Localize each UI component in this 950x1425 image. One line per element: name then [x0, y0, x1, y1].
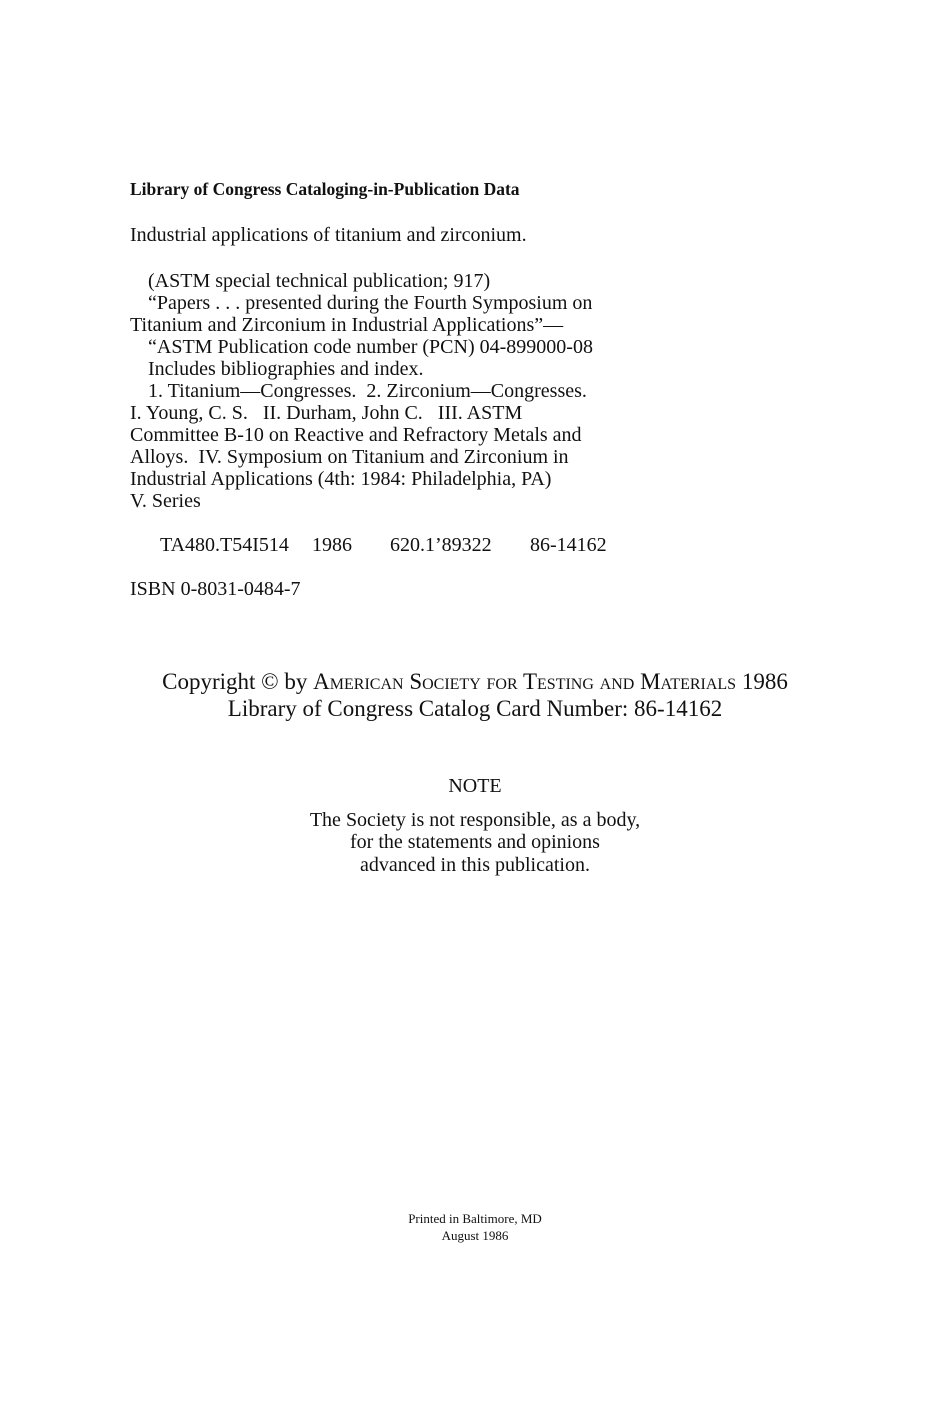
- cip-line: 1. Titanium—Congresses. 2. Zirconium—Congresses.: [148, 380, 587, 402]
- note-line: for the statements and opinions: [350, 831, 600, 853]
- note-line: The Society is not responsible, as a body,: [309, 808, 641, 831]
- cip-line: V. Series: [130, 490, 201, 512]
- cip-line: I. Young, C. S. II. Durham, John C. III. ASTM: [130, 402, 523, 424]
- cip-line: “Papers . . . presented during the Fourth Symposium on: [148, 292, 593, 314]
- cip-line: Alloys. IV. Symposium on Titanium and Zirconium in: [130, 446, 569, 468]
- printed-block: [0, 1210, 950, 1244]
- cip-line: Includes bibliographies and index.: [148, 358, 424, 380]
- cip-line: (ASTM special technical publication; 917): [148, 270, 491, 292]
- cip-line: Committee B-10 on Reactive and Refractory Metals and: [130, 424, 582, 446]
- cip-heading: Library of Congress Cataloging-in-Publication Data: [130, 179, 520, 199]
- printed-place: Printed in Baltimore, MD: [408, 1211, 542, 1226]
- copyright-line: [0, 668, 950, 695]
- copyright-prefix: Copyright © by: [162, 669, 308, 694]
- note-block: [0, 775, 950, 876]
- copyright-year: 1986: [741, 669, 788, 694]
- isbn: ISBN 0-8031-0484-7: [130, 578, 301, 600]
- cip-line: Titanium and Zirconium in Industrial Applications”—: [130, 314, 564, 336]
- dewey-number: 620.1’89322: [390, 534, 492, 556]
- classification-line: [130, 512, 690, 578]
- society-name: American Society for Testing and Materials: [313, 669, 737, 694]
- cip-line: “ASTM Publication code number (PCN) 04-899000-08: [148, 336, 593, 358]
- lccn-number: 86-14162: [530, 534, 607, 556]
- cip-body: [130, 270, 690, 600]
- printed-date: August 1986: [441, 1228, 509, 1243]
- cip-line: Industrial Applications (4th: 1984: Philadelphia, PA): [130, 468, 552, 490]
- cip-block: [130, 178, 690, 600]
- classification-year: 1986: [312, 534, 352, 556]
- copyright-block: [0, 668, 950, 722]
- call-number: TA480.T54I514: [160, 534, 289, 556]
- cip-title: Industrial applications of titanium and zirconium.: [130, 224, 527, 246]
- catalog-card-number: Library of Congress Catalog Card Number: 86-14162: [227, 696, 723, 721]
- note-title: NOTE: [448, 775, 502, 797]
- note-line: advanced in this publication.: [360, 853, 590, 876]
